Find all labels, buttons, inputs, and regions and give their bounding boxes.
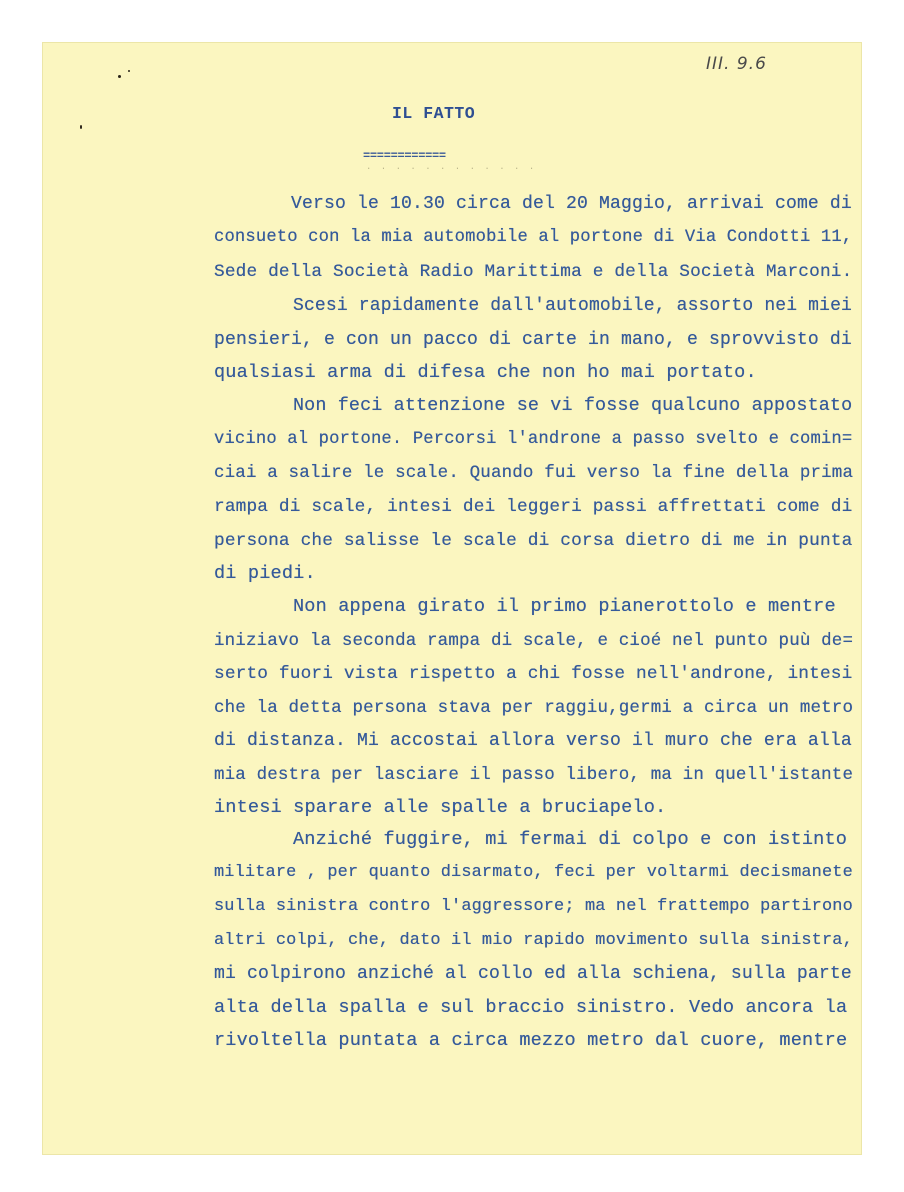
text-line: rivoltella puntata a circa mezzo metro dal cuore, mentre xyxy=(214,1030,848,1051)
title-dots: . . . . . . . . . . . . xyxy=(366,162,537,172)
text-line: militare , per quanto disarmato, feci per voltarmi decismanete xyxy=(214,863,853,882)
text-line: Non feci attenzione se vi fosse qualcuno appostato xyxy=(293,395,853,416)
text-line: rampa di scale, intesi dei leggeri passi affrettati come di xyxy=(214,497,853,517)
text-line: Non appena girato il primo pianerottolo e mentre xyxy=(293,596,836,617)
text-line: Sede della Società Radio Marittima e della Società Marconi. xyxy=(214,262,853,282)
text-line: consueto con la mia automobile al portone di Via Condotti 11, xyxy=(214,228,853,247)
text-line: intesi sparare alle spalle a bruciapelo. xyxy=(214,797,667,818)
ink-speck xyxy=(80,125,82,129)
text-line: alta della spalla e sul braccio sinistro. Vedo ancora la xyxy=(214,997,848,1018)
text-line: sulla sinistra contro l'aggressore; ma nel frattempo partirono xyxy=(214,897,853,916)
title-underline: ============ xyxy=(363,149,446,163)
text-line: pensieri, e con un pacco di carte in mano, e sprovvisto di xyxy=(214,330,852,350)
text-line: Anziché fuggire, mi fermai di colpo e con istinto xyxy=(293,829,848,850)
text-line: Verso le 10.30 circa del 20 Maggio, arrivai come di xyxy=(291,194,852,214)
text-line: vicino al portone. Percorsi l'androne a passo svelto e comin= xyxy=(214,430,853,449)
text-line: di piedi. xyxy=(214,563,316,584)
ink-speck xyxy=(128,70,130,72)
text-line: persona che salisse le scale di corsa dietro di me in punta xyxy=(214,531,853,551)
text-line: che la detta persona stava per raggiu,germi a circa un metro xyxy=(214,698,854,718)
document-title: IL FATTO xyxy=(392,104,476,123)
text-line: di distanza. Mi accostai allora verso il muro che era alla xyxy=(214,731,852,751)
handwritten-annotation: III. 9.6 xyxy=(706,54,767,74)
text-line: Scesi rapidamente dall'automobile, assorto nei miei xyxy=(293,296,853,316)
text-line: mi colpirono anziché al collo ed alla schiena, sulla parte xyxy=(214,964,852,984)
text-line: iniziavo la seconda rampa di scale, e cioé nel punto puù de= xyxy=(214,631,854,651)
ink-speck xyxy=(118,75,121,78)
text-line: mia destra per lasciare il passo libero, ma in quell'istante xyxy=(214,765,854,785)
text-line: qualsiasi arma di difesa che non ho mai portato. xyxy=(214,362,757,383)
text-line: altri colpi, che, dato il mio rapido movimento sulla sinistra, xyxy=(214,931,853,950)
text-line: ciai a salire le scale. Quando fui verso la fine della prima xyxy=(214,463,854,483)
text-line: serto fuori vista rispetto a chi fosse nell'androne, intesi xyxy=(214,664,853,684)
